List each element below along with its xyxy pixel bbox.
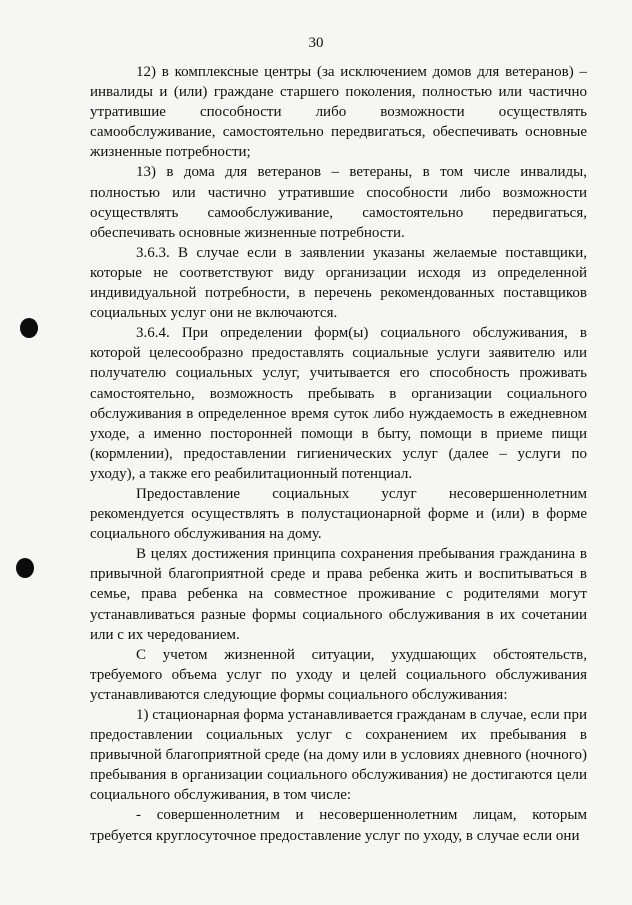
page-number: 30 <box>308 35 324 51</box>
paragraph-stationary-form: 1) стационарная форма устанавливается гражданам в случае, если при предоставлении социальных услуг с сохранением их пребывания в привычной благоприятной среде (на дому или в условиях дневного (ночного) пребывания в организации социального обслуживания) не достигаются цели социального обслуживания, в том числе: <box>90 707 587 804</box>
paragraph-item-13: 13) в дома для ветеранов – ветераны, в том числе инвалиды, полностью или частично утратившие способности либо возможности осуществлять самообслуживание, самостоятельно передвигаться, обеспечивать основные жизненные потребности. <box>90 164 587 241</box>
paragraph-environment: В целях достижения принципа сохранения пребывания гражданина в привычной благоприятной среде и права ребенка жить и воспитываться в семье, права ребенка на совместное проживание с родителями могут устанавливаться разные формы социального обслуживания в их сочетании или с их чередованием. <box>90 546 587 643</box>
paragraph-3-6-4: 3.6.4. При определении форм(ы) социального обслуживания, в которой целесообразно предоставлять социальные услуги заявителю или получателю социальных услуг, учитывается его способность проживать самостоятельно, возможность пребывать в организации социального обслуживания в определенное время суток либо нуждаемость в ежедневном уходе, а именно посторонней помощи в быту, помощи в приеме пищи (кормлении), предоставлении гигиенических услуг (далее – услуги по уходу), а также его реабилитационный потенциал. <box>90 325 587 482</box>
paragraph-3-6-3: 3.6.3. В случае если в заявлении указаны желаемые поставщики, которые не соответствуют виду организации исходя из определенной индивидуальной потребности, в перечень рекомендованных поставщиков социальных услуг они не включаются. <box>90 244 587 322</box>
punch-hole-mark <box>20 318 38 338</box>
paragraph-list-item: - совершеннолетним и несовершеннолетним лицам, которым требуется круглосуточное предоставление услуг по уходу, в случае если они <box>90 807 587 844</box>
paragraph-minors: Предоставление социальных услуг несовершеннолетним рекомендуется осуществлять в полустационарной форме и (или) в форме социального обслуживания на дому. <box>90 485 587 543</box>
punch-hole-mark <box>16 558 34 578</box>
paragraph-item-12: 12) в комплексные центры (за исключением домов для ветеранов) – инвалиды и (или) граждане старшего поколения, полностью или частично утратившие способности либо возможности осуществлять самообслуживание, самостоятельно передвигаться, обеспечивать основные жизненные потребности; <box>90 64 587 161</box>
document-body <box>90 62 587 846</box>
paragraph-forms-intro: С учетом жизненной ситуации, ухудшающих обстоятельств, требуемого объема услуг по уходу и целей социального обслуживания устанавливаются следующие формы социального обслуживания: <box>90 646 587 703</box>
